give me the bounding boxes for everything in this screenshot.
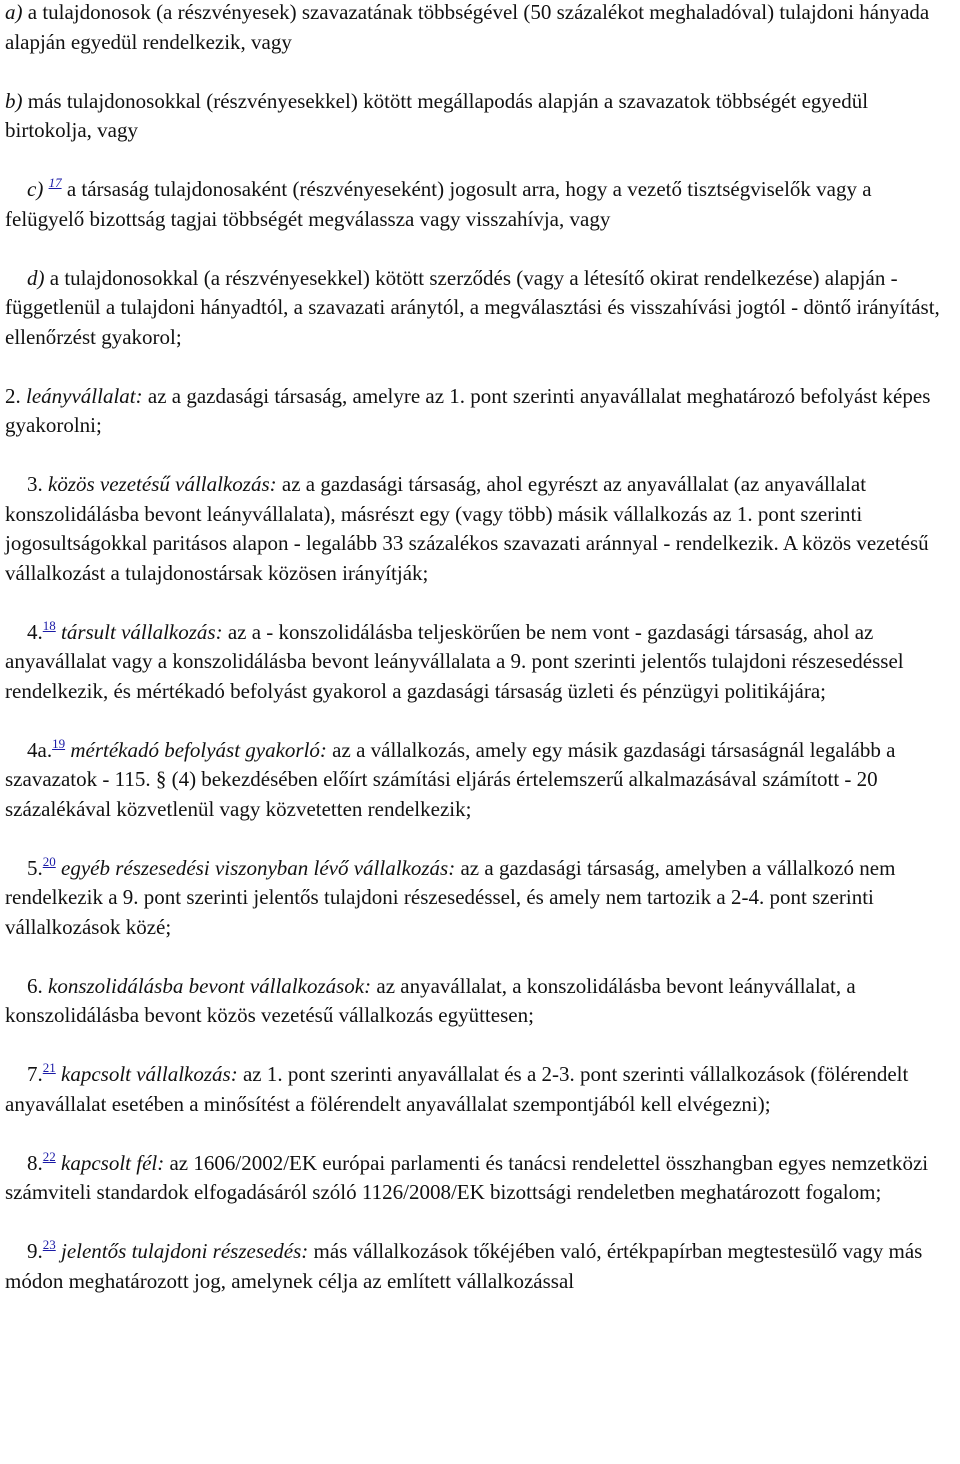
paragraph-text: a társaság tulajdonosaként (részvényeseként) jogosult arra, hogy a vezető tisztségviselők vagy a felügyelő bizottság tagjai többségét megválassza vagy visszahívja, vagy — [5, 177, 872, 231]
paragraph-text: az a - konszolidálásba teljeskörűen be nem vont - gazdasági társaság, ahol az anyavállalat vagy a konszolidálásba bevont leányvállalata a 9. pont szerinti jelentős tulajdoni részesedéssel rendelkezik, és mértékadó befolyást gyakorol a gazdasági társaság üzleti és pénzügyi politikájára; — [5, 619, 904, 703]
item-label: a) — [5, 0, 23, 24]
paragraph-text: az anyavállalat, a konszolidálásba bevont leányvállalat, a konszolidálásba bevont közös vezetésű vállalkozás együttesen; — [5, 973, 856, 1027]
item-number: 4a. — [27, 737, 53, 762]
paragraph-b — [5, 87, 950, 146]
item-label: c) — [27, 177, 44, 201]
paragraph-text: a tulajdonosok (a részvényesek) szavazatának többségével (50 százalékot meghaladóval) tulajdoni hányada alapján egyedül rendelkezik, vagy — [5, 0, 930, 54]
defined-term: kapcsolt fél: — [61, 1150, 165, 1175]
paragraph-3 — [5, 470, 950, 588]
footnote-link[interactable]: 21 — [42, 1060, 56, 1075]
defined-term: társult vállalkozás: — [61, 619, 223, 644]
paragraph-6 — [5, 972, 950, 1031]
paragraph-text: az 1606/2002/EK európai parlamenti és tanácsi rendelettel összhangban egyes nemzetközi számviteli standardok elfogadásáról szóló 1126/2008/EK bizottsági rendeletben meghatározott fogalom; — [5, 1150, 929, 1204]
paragraph-a — [5, 0, 950, 57]
footnote-link[interactable]: 20 — [42, 853, 56, 869]
footnote-link[interactable]: 19 — [52, 735, 66, 751]
defined-term: jelentős tulajdoni részesedés: — [61, 1239, 309, 1263]
defined-term: egyéb részesedési viszonyban lévő vállalkozás: — [61, 855, 456, 880]
paragraph-text: a tulajdonosokkal (a részvényesekkel) kötött szerződés (vagy a létesítő okirat rendelkezése) alapján - függetlenül a tulajdoni hányadtól, a szavazati aránytól, a megválasztási és visszahívási jogtól - döntő irányítást, ellenőrzést gyakorol; — [5, 265, 940, 349]
item-label: d) — [27, 265, 45, 290]
footnote-link[interactable]: 23 — [42, 1237, 56, 1252]
paragraph-text: az a vállalkozás, amely egy másik gazdasági társaságnál legalább a szavazatok - 115. § (4) bekezdésében előírt számítási eljárás értelemszerű alkalmazásával számított - 20 százalékával közvetlenül vagy közvetetten rendelkezik; — [5, 737, 896, 821]
defined-term: közös vezetésű vállalkozás: — [48, 472, 277, 496]
item-number: 7. — [27, 1062, 43, 1086]
defined-term: mértékadó befolyást gyakorló: — [70, 737, 327, 762]
item-number: 5. — [27, 855, 43, 880]
paragraph-text: más tulajdonosokkal (részvényesekkel) kötött megállapodás alapján a szavazatok többségét egyedül birtokolja, vagy — [5, 88, 869, 142]
footnote-link[interactable]: 22 — [42, 1148, 56, 1164]
defined-term: kapcsolt vállalkozás: — [61, 1062, 238, 1086]
paragraph-text: az a gazdasági társaság, amelyre az 1. pont szerinti anyavállalat meghatározó befolyást képes gyakorolni; — [5, 383, 931, 437]
paragraph-text: az a gazdasági társaság, ahol egyrészt az anyavállalat (az anyavállalat konszolidálásba bevont leányvállalata), másrészt egy (vagy több) másik vállalkozás az 1. pont szerinti jogosultságokkal paritásos alapon - legalább 33 százalékos szavazati aránnyal - rendelkezik. A közös vezetésű vállalkozást a tulajdonostársak közösen irányítják; — [5, 472, 929, 585]
item-number: 4. — [27, 619, 43, 644]
defined-term: leányvállalat: — [26, 383, 143, 408]
paragraph-8 — [5, 1149, 950, 1208]
paragraph-d — [5, 264, 950, 353]
paragraph-text: más vállalkozások tőkéjében való, értékpapírban megtestesülő vagy más módon meghatározott jog, amelynek célja az említett vállalkozással — [5, 1239, 923, 1293]
item-number: 8. — [27, 1150, 43, 1175]
item-number: 6. — [27, 973, 43, 998]
item-number: 3. — [27, 472, 43, 496]
footnote-link[interactable]: 18 — [42, 617, 56, 633]
paragraph-4 — [5, 618, 950, 707]
paragraph-text: az a gazdasági társaság, amelyben a vállalkozó nem rendelkezik a 9. pont szerinti jelentős tulajdoni részesedéssel, és amely nem tartozik a 2-4. pont szerinti vállalkozások közé; — [5, 855, 896, 939]
paragraph-7 — [5, 1060, 950, 1119]
paragraph-2 — [5, 382, 950, 441]
paragraph-5 — [5, 854, 950, 943]
document-page — [5, 0, 950, 1326]
paragraph-4a — [5, 736, 950, 825]
paragraph-c — [5, 175, 950, 234]
defined-term: konszolidálásba bevont vállalkozások: — [48, 973, 372, 998]
paragraph-9 — [5, 1237, 950, 1296]
item-number: 2. — [5, 383, 21, 408]
paragraph-text: az 1. pont szerinti anyavállalat és a 2-3. pont szerinti vállalkozások (fölérendelt anyavállalat esetében a minősítést a fölérendelt anyavállalat szempontjából kell elvégezni); — [5, 1062, 909, 1116]
item-number: 9. — [27, 1239, 43, 1263]
footnote-link[interactable]: 17 — [48, 175, 62, 190]
item-label: b) — [5, 88, 23, 113]
